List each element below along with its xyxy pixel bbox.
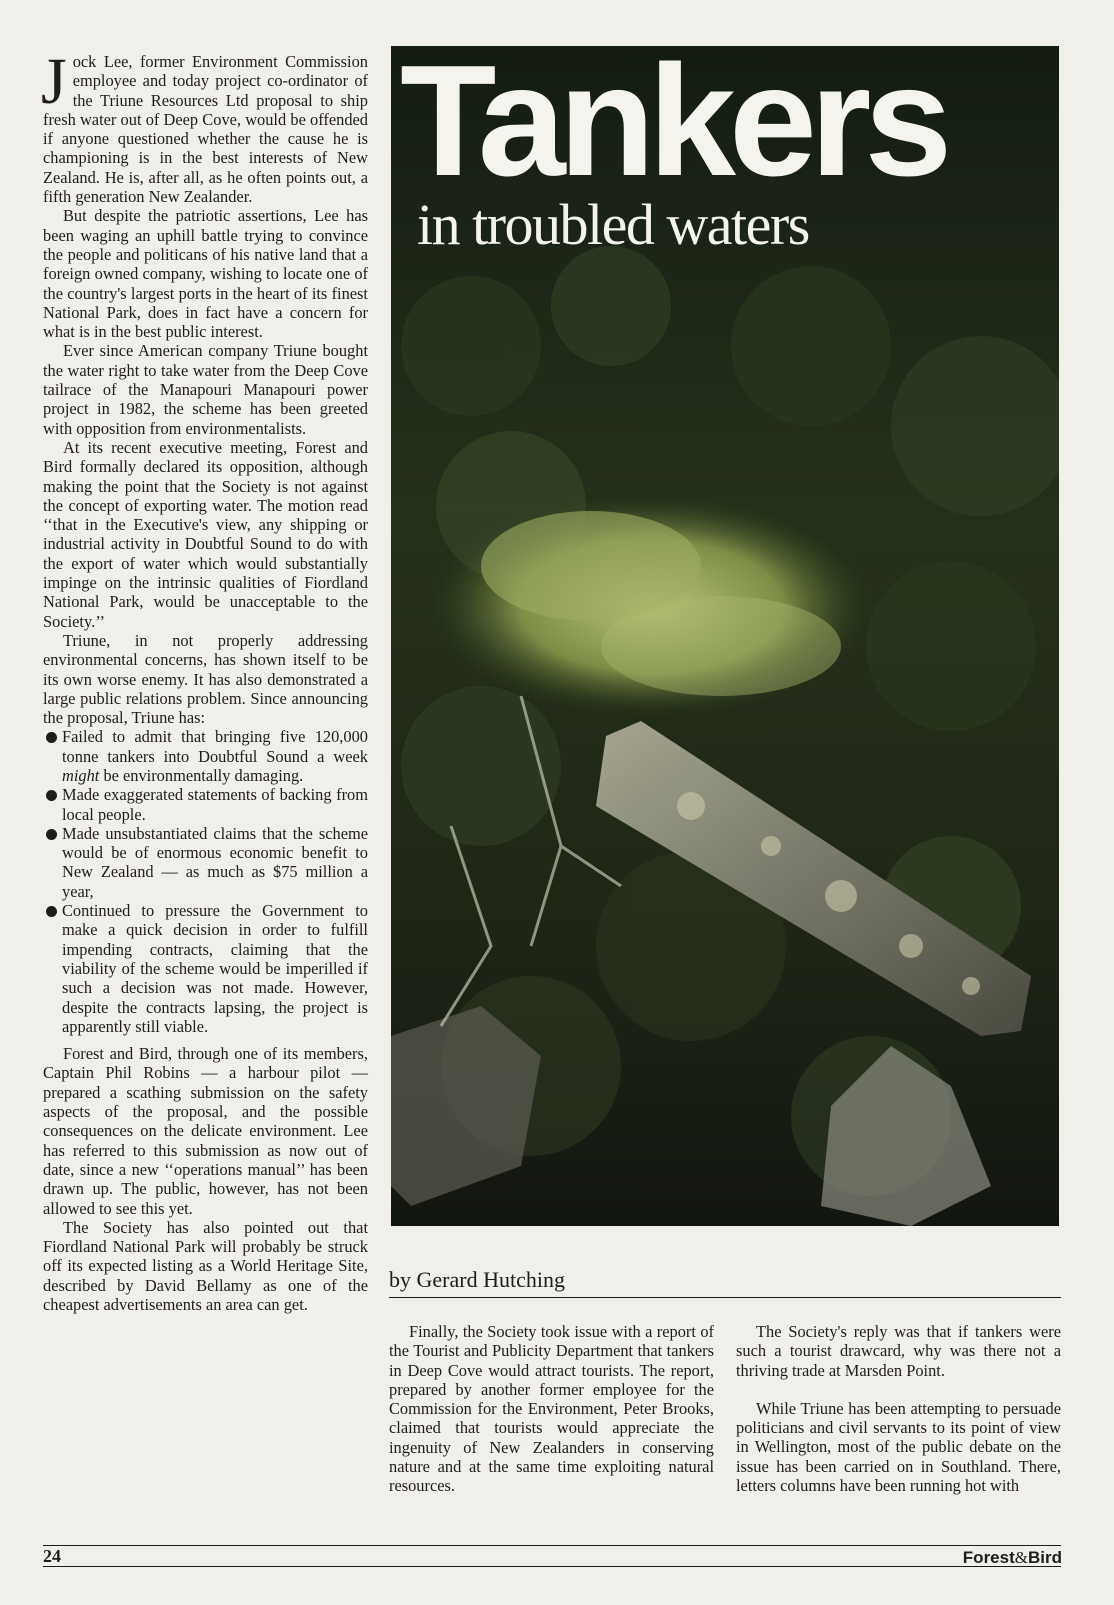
paragraph-2: But despite the patriotic assertions, Lee has been waging an uphill battle trying to convince the people and politicans of his native land that a foreign owned company, wishing to locate one of the country's largest ports in the heart of its finest National Park, does in fact have a concern for what is in the best public interest. xyxy=(43,206,368,342)
paragraph-finally: Finally, the Society took issue with a report of the Tourist and Publicity Department that tankers in Deep Cove would attract tourists. The report, prepared by another former employee for the Commission for the Environment, Peter Brooks, claimed that tourists would appreciate the ingenuity of New Zealanders in conserving nature and at the same time exploiting natural resources. xyxy=(389,1322,714,1496)
paragraph-reply: The Society's reply was that if tankers were such a tourist drawcard, why was there not a thriving trade at Marsden Point. xyxy=(736,1322,1061,1380)
bullet-item: Made unsubstantiated claims that the scheme would be of enormous economic benefit to New Zealand — as much as $75 million a year, xyxy=(43,824,368,901)
headline: Tankers xyxy=(400,33,946,209)
masthead: Forest&Bird xyxy=(962,1548,1062,1567)
paragraph-1: Jock Lee, former Environment Commission employee and today project co-ordinator of the Triune Resources Ltd proposal to ship fresh water out of Deep Cove, would be offended if anyone questioned whether the cause he is championing is in the best interests of New Zealand. He is, after all, as he often points out, a fifth generation New Zealander. xyxy=(41,45,368,207)
middle-column xyxy=(389,1322,714,1496)
paragraph-3: Ever since American company Triune bought the water right to take water from the Deep Cove tailrace of the Manapouri Manapouri power project in 1982, the scheme has been greeted with opposition from environmentalists. xyxy=(43,341,368,438)
paragraph-7: The Society has also pointed out that Fiordland National Park will probably be struck off its expected listing as a World Heritage Site, described by David Bellamy as one of the cheapest advertisements an area can get. xyxy=(43,1217,368,1314)
right-column xyxy=(736,1322,1061,1495)
paragraph-5: Triune, in not properly addressing environmental concerns, has shown itself to be its own worse enemy. It has also demonstrated a large public relations problem. Since announcing the proposal, Triune has: xyxy=(43,630,368,728)
footer-rule xyxy=(43,1566,1061,1567)
bullet-list xyxy=(43,727,368,1036)
drop-cap: J xyxy=(41,45,67,118)
footer-rule xyxy=(43,1545,1061,1546)
bullet-item: Continued to pressure the Government to make a quick decision in order to fulfill impending contracts, claiming that the viability of the scheme would be imperilled if such a decision was not made. However, despite the contracts lapsing, the project is apparently still viable. xyxy=(43,901,368,1036)
bullet-item: Made exaggerated statements of backing from local people. xyxy=(43,785,368,824)
paragraph-6: Forest and Bird, through one of its members, Captain Phil Robins — a harbour pilot — prepared a scathing submission on the safety aspects of the proposal, and the possible consequences on the delicate environment. Lee has referred to this submission as now out of date, since a new ‘‘operations manual’’ has been drawn up. The public, however, has not been allowed to see this yet. xyxy=(43,1044,368,1218)
subheadline: in troubled waters xyxy=(417,192,809,257)
paragraph-4: At its recent executive meeting, Forest and Bird formally declared its opposition, although making the point that the Society is not against the concept of exporting water. The motion read ‘‘that in the Executive's view, any shipping or industrial activity in Doubtful Sound to do with the export of water which would substantially impinge on the intrinsic qualities of Fiordland National Park, would be unacceptable to the Society.’’ xyxy=(43,437,368,631)
page-number: 24 xyxy=(43,1546,61,1566)
byline: by Gerard Hutching xyxy=(389,1265,1061,1298)
paragraph-triune-wellington: While Triune has been attempting to persuade politicians and civil servants to its point of view in Wellington, most of the public debate on the issue has been carried on in Southland. There, letters columns have been running hot with xyxy=(736,1398,1061,1496)
bullet-item: Failed to admit that bringing five 120,000 tonne tankers into Doubtful Sound a week might be environmentally damaging. xyxy=(43,727,368,785)
left-column xyxy=(41,45,368,1314)
